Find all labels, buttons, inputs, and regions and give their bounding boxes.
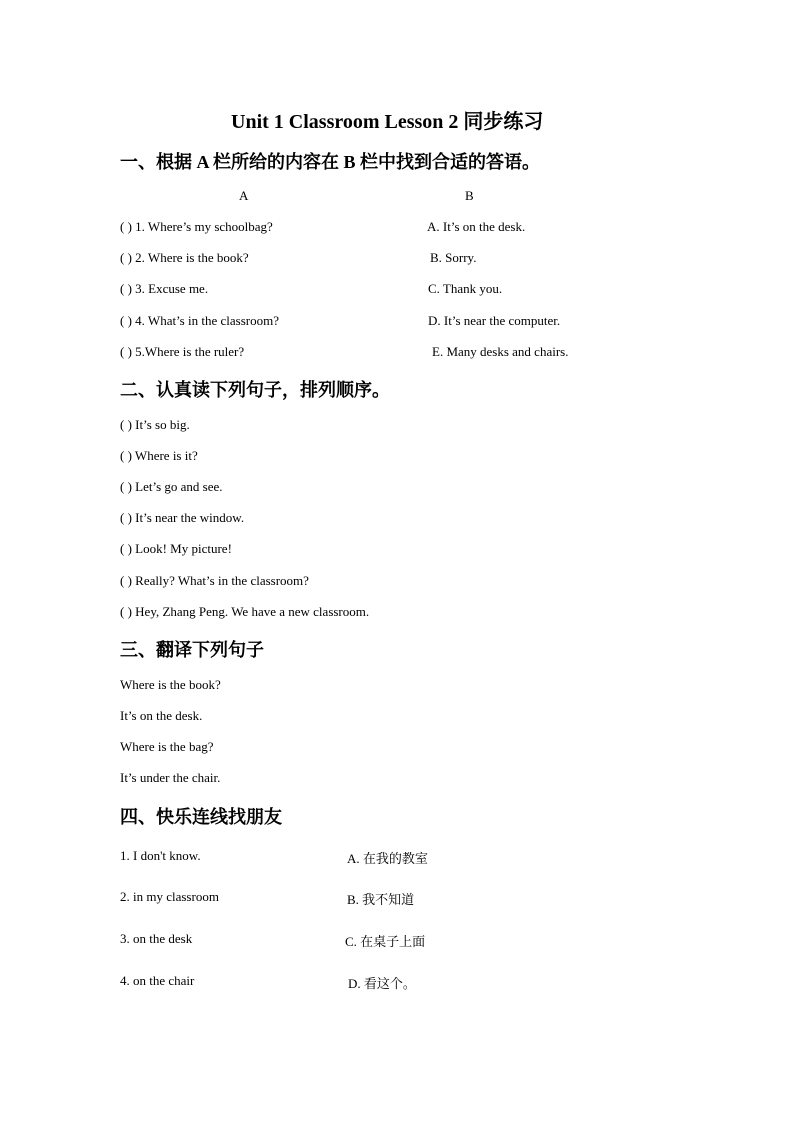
order-item-2: ( ) Where is it?: [120, 448, 198, 463]
pair-row-2-left: 2. in my classroom: [120, 889, 219, 904]
section2-heading: 二、认真读下列句子，排列顺序。: [120, 380, 390, 400]
match-row-2-left: ( ) 2. Where is the book?: [120, 250, 249, 265]
order-item-5: ( ) Look! My picture!: [120, 541, 232, 556]
section1-heading: 一、根据 A 栏所给的内容在 B 栏中找到合适的答语。: [120, 152, 541, 172]
match-row-1-left: ( ) 1. Where’s my schoolbag?: [120, 219, 273, 234]
translate-item-1: Where is the book?: [120, 677, 221, 692]
order-item-4: ( ) It’s near the window.: [120, 510, 245, 525]
order-item-7: ( ) Hey, Zhang Peng. We have a new classroom.: [120, 604, 370, 619]
pair-row-3-left: 3. on the desk: [120, 931, 193, 946]
pair-row-3-right: C. 在桌子上面: [345, 934, 426, 949]
order-item-1: ( ) It’s so big.: [120, 417, 190, 432]
match-row-5-right: E. Many desks and chairs.: [432, 344, 569, 359]
translate-item-2: It’s on the desk.: [120, 708, 203, 723]
column-b-header: B: [465, 188, 474, 203]
pair-row-4-right: D. 看这个。: [348, 976, 416, 991]
pair-row-4-left: 4. on the chair: [120, 973, 195, 988]
translate-item-3: Where is the bag?: [120, 739, 214, 754]
match-row-5-left: ( ) 5.Where is the ruler?: [120, 344, 245, 359]
section3-heading: 三、翻译下列句子: [120, 640, 264, 660]
page-title: Unit 1 Classroom Lesson 2 同步练习: [231, 111, 544, 133]
order-item-6: ( ) Really? What’s in the classroom?: [120, 573, 309, 588]
section4-heading: 四、快乐连线找朋友: [120, 807, 282, 827]
translate-item-4: It’s under the chair.: [120, 770, 221, 785]
pair-row-1-right: A. 在我的教室: [347, 851, 428, 866]
order-item-3: ( ) Let’s go and see.: [120, 479, 223, 494]
pair-row-2-right: B. 我不知道: [347, 892, 415, 907]
match-row-3-left: ( ) 3. Excuse me.: [120, 281, 209, 296]
column-a-header: A: [239, 188, 249, 203]
pair-row-1-left: 1. I don't know.: [120, 848, 201, 863]
match-row-1-right: A. It’s on the desk.: [427, 219, 526, 234]
match-row-4-left: ( ) 4. What’s in the classroom?: [120, 313, 279, 328]
match-row-2-right: B. Sorry.: [430, 250, 477, 265]
match-row-4-right: D. It’s near the computer.: [428, 313, 561, 328]
match-row-3-right: C. Thank you.: [428, 281, 503, 296]
